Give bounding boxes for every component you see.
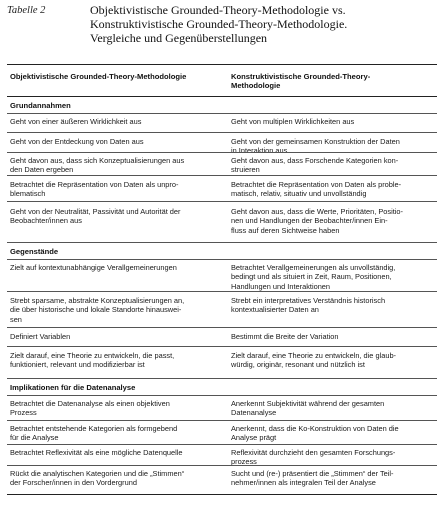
cell-line: Geht von einer äußeren Wirklichkeit aus	[10, 117, 142, 126]
table-cell-konstruktivistisch	[231, 207, 436, 235]
cell-line: Analyse prägt	[231, 433, 277, 443]
cell-line: nen und Handlungen der Beobachter/innen Ein-	[231, 216, 388, 226]
table-cell-objektivistisch	[10, 469, 220, 488]
table-cell-konstruktivistisch	[231, 263, 436, 291]
table-cell-konstruktivistisch	[231, 332, 436, 341]
table-cell-objektivistisch	[10, 448, 220, 457]
column-header-konstruktivistisch	[231, 72, 436, 91]
cell-line: Betrachtet entstehende Kategorien als formgebend	[10, 424, 178, 433]
section-rule	[7, 259, 437, 260]
table-title-line: Konstruktivistische Grounded-Theory-Methodologie.	[90, 17, 348, 31]
table-cell-objektivistisch	[10, 332, 220, 341]
cell-line: Bestimmt die Breite der Variation	[231, 332, 339, 341]
row-rule	[7, 152, 437, 153]
table-cell-objektivistisch	[10, 263, 220, 272]
table-cell-objektivistisch	[10, 207, 220, 226]
column-header-line: Konstruktivistische Grounded-Theory-	[231, 72, 371, 81]
cell-line: Geht von multiplen Wirklichkeiten aus	[231, 117, 355, 126]
table-cell-konstruktivistisch	[231, 156, 436, 175]
cell-line: Reflexivität durchzieht den gesamten Forschungs-	[231, 448, 396, 457]
cell-line: die über historische und lokale Standorte hinauswei-	[10, 305, 182, 315]
row-rule	[7, 346, 437, 347]
cell-line: matisch, relativ, situativ und unvollständig	[231, 189, 367, 199]
cell-line: Betrachtet Verallgemeinerungen als unvollständig,	[231, 263, 396, 272]
cell-line: blematisch	[10, 189, 46, 199]
cell-line: Betrachtet Reflexivität als eine mögliche Datenquelle	[10, 448, 183, 457]
cell-line: der Forscher/innen in den Vordergrund	[10, 478, 137, 488]
cell-line: funktioniert, relevant und modifizierbar ist	[10, 360, 145, 370]
section-rule	[7, 113, 437, 114]
table-cell-konstruktivistisch	[231, 424, 436, 443]
table-cell-konstruktivistisch	[231, 117, 436, 126]
table-title	[90, 3, 435, 45]
row-rule	[7, 242, 437, 243]
cell-line: in Interaktion aus	[231, 146, 288, 156]
section-title: Grundannahmen	[10, 101, 71, 110]
table-cell-objektivistisch	[10, 399, 220, 418]
cell-line: bedingt und als situiert in Zeit, Raum, Positionen,	[231, 272, 392, 282]
row-rule	[7, 420, 437, 421]
table-cell-konstruktivistisch	[231, 137, 436, 156]
cell-line: struieren	[231, 165, 260, 175]
cell-line: den Daten ergeben	[10, 165, 74, 175]
row-rule	[7, 132, 437, 133]
table-label: Tabelle 2	[7, 5, 46, 16]
cell-line: Geht von der Entdeckung von Daten aus	[10, 137, 144, 146]
cell-line: Betrachtet die Repräsentation von Daten als unpro-	[10, 180, 179, 189]
row-rule	[7, 327, 437, 328]
cell-line: Strebt sparsame, abstrakte Konzeptualisierungen an,	[10, 296, 185, 305]
cell-line: Betrachtet die Datenanalyse als einen objektiven	[10, 399, 170, 408]
cell-line: Geht von der Neutralität, Passivität und Autorität der	[10, 207, 181, 216]
row-rule	[7, 291, 437, 292]
table-cell-konstruktivistisch	[231, 399, 436, 418]
table-cell-objektivistisch	[10, 351, 220, 370]
cell-line: Anerkennt, dass die Ko-Konstruktion von Daten die	[231, 424, 399, 433]
row-rule	[7, 378, 437, 379]
cell-line: sen	[10, 314, 22, 324]
cell-line: Prozess	[10, 408, 37, 418]
section-title: Gegenstände	[10, 247, 59, 256]
table-cell-konstruktivistisch	[231, 296, 436, 315]
cell-line: fluss auf deren Sichtweise haben	[231, 225, 340, 235]
cell-line: Definiert Variablen	[10, 332, 71, 341]
cell-line: Zielt auf kontextunabhängige Verallgemeinerungen	[10, 263, 177, 272]
cell-line: Betrachtet die Repräsentation von Daten als proble-	[231, 180, 402, 189]
cell-line: Geht von der gemeinsamen Konstruktion der Daten	[231, 137, 400, 146]
table-title-line: Vergleiche und Gegenüberstellungen	[90, 31, 268, 45]
column-header-line: Methodologie	[231, 81, 281, 91]
table-cell-konstruktivistisch	[231, 448, 436, 467]
cell-line: kontextualisierter Daten an	[231, 305, 319, 315]
cell-line: Anerkennt Subjektivität während der gesamten	[231, 399, 385, 408]
table-cell-objektivistisch	[10, 137, 220, 146]
column-header-objektivistisch: Objektivistische Grounded-Theory-Methodologie	[10, 72, 187, 81]
cell-line: prozess	[231, 457, 257, 467]
cell-line: für die Analyse	[10, 433, 59, 443]
table-cell-konstruktivistisch	[231, 351, 436, 370]
row-rule	[7, 175, 437, 176]
table-cell-objektivistisch	[10, 296, 220, 324]
cell-line: Strebt ein interpretatives Verständnis historisch	[231, 296, 386, 305]
cell-line: Zielt darauf, eine Theorie zu entwickeln, die glaub-	[231, 351, 397, 360]
cell-line: nehmer/innen als integralen Teil der Analyse	[231, 478, 376, 488]
cell-line: Geht davon aus, dass Forschende Kategorien kon-	[231, 156, 399, 165]
table-top-rule	[7, 64, 437, 65]
cell-line: Geht davon aus, dass sich Konzeptualisierungen aus	[10, 156, 185, 165]
cell-line: Rückt die analytischen Kategorien und die „Stimmen“	[10, 469, 185, 478]
table-cell-konstruktivistisch	[231, 180, 436, 199]
table-title-line: Objektivistische Grounded-Theory-Methodologie vs.	[90, 3, 346, 17]
cell-line: Zielt darauf, eine Theorie zu entwickeln, die passt,	[10, 351, 175, 360]
header-bottom-rule	[7, 96, 437, 97]
cell-line: Datenanalyse	[231, 408, 277, 418]
cell-line: Geht davon aus, dass die Werte, Prioritäten, Positio-	[231, 207, 403, 216]
row-rule	[7, 444, 437, 445]
table-cell-objektivistisch	[10, 117, 220, 126]
table-cell-konstruktivistisch	[231, 469, 436, 488]
section-title: Implikationen für die Datenanalyse	[10, 383, 136, 392]
cell-line: Handlungen und Interaktionen	[231, 281, 331, 291]
section-rule	[7, 395, 437, 396]
cell-line: würdig, originär, resonant und nützlich ist	[231, 360, 365, 370]
cell-line: Sucht und (re-) präsentiert die „Stimmen“ der Teil-	[231, 469, 394, 478]
table-bottom-rule	[7, 494, 437, 495]
row-rule	[7, 465, 437, 466]
table-cell-objektivistisch	[10, 424, 220, 443]
cell-line: Beobachter/innen aus	[10, 216, 82, 226]
table-cell-objektivistisch	[10, 156, 220, 175]
table-cell-objektivistisch	[10, 180, 220, 199]
row-rule	[7, 201, 437, 202]
